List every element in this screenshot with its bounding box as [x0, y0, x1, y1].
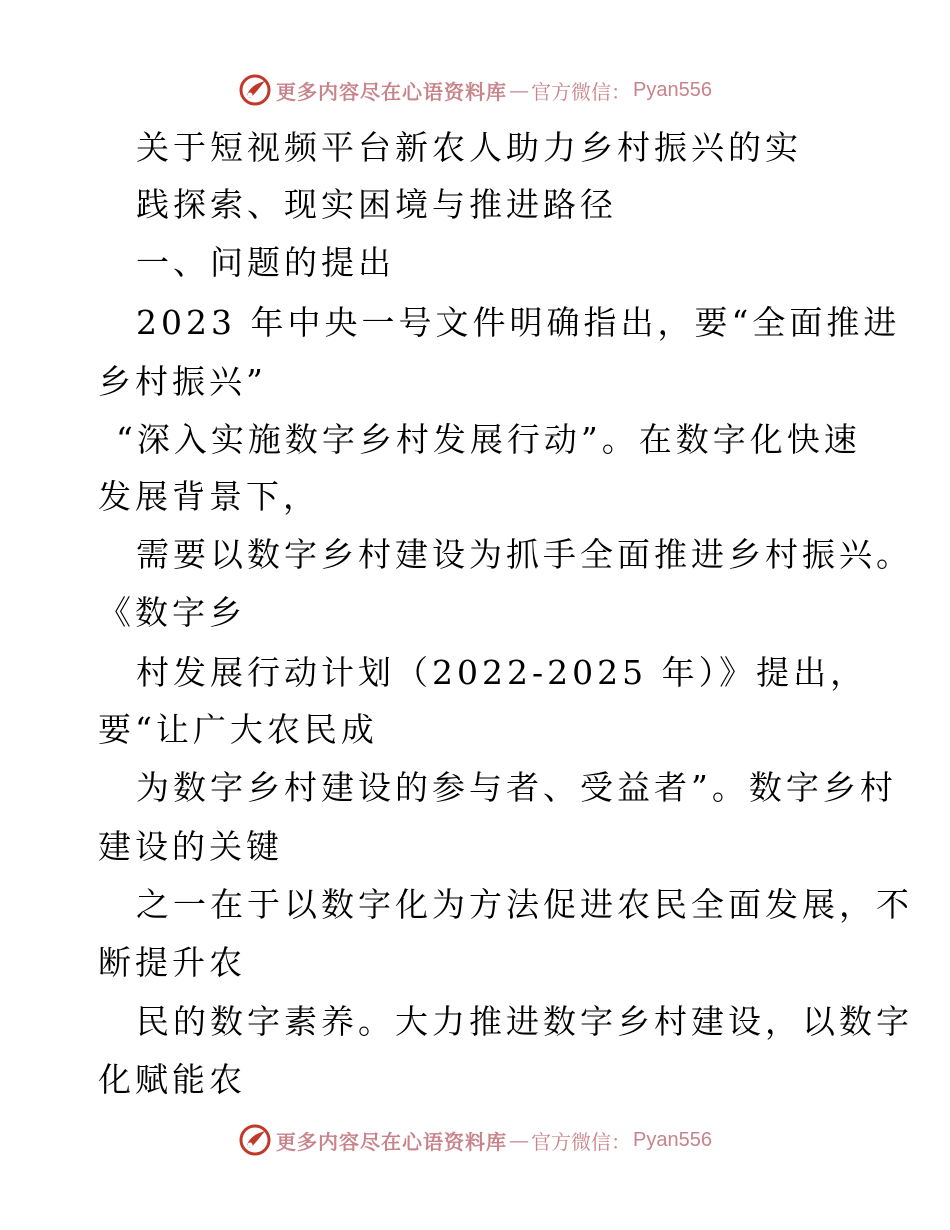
footer-watermark	[0, 1120, 950, 1160]
header-official-label: 官方微信：	[531, 79, 632, 104]
paragraph-line: 之一在于以数字化为方法促进农民全面发展，不	[136, 885, 913, 924]
header-watermark	[0, 70, 950, 110]
footer-brand-text: 更多内容尽在心语资料库	[276, 1129, 508, 1154]
header-brand-text: 更多内容尽在心语资料库	[276, 79, 508, 104]
paragraph-line: 要“让广大农民成	[98, 710, 378, 749]
footer-official-label: 官方微信：	[531, 1129, 632, 1154]
paragraph-line: 乡村振兴”	[98, 362, 267, 401]
paragraph-line: 建设的关键	[98, 827, 283, 866]
title-line-2: 践探索、现实困境与推进路径	[136, 185, 617, 224]
paragraph-line: 需要以数字乡村建设为抓手全面推进乡村振兴。	[136, 535, 913, 574]
title-line-1: 关于短视频平台新农人助力乡村振兴的实	[136, 128, 802, 167]
section-heading: 一、问题的提出	[136, 243, 395, 282]
paragraph-line: 化赋能农	[98, 1060, 246, 1099]
paragraph-line: 民的数字素养。大力推进数字乡村建设，以数字	[136, 1002, 913, 1041]
brand-logo-icon	[238, 73, 272, 107]
paragraph-line: 为数字乡村建设的参与者、受益者”。数字乡村	[136, 768, 897, 807]
paragraph-line: 《数字乡	[98, 593, 246, 632]
paragraph-line: 断提升农	[98, 943, 246, 982]
footer-separator: —	[509, 1128, 530, 1152]
footer-wechat-id: Pyan556	[633, 1128, 712, 1151]
paragraph-line: 2023 年中央一号文件明确指出，要“全面推进	[136, 303, 901, 342]
brand-logo-icon	[238, 1123, 272, 1157]
paragraph-line: 村发展行动计划（2022-2025 年）》提出，	[136, 653, 868, 692]
paragraph-line: “深入实施数字乡村发展行动”。在数字化快速	[116, 420, 861, 459]
paragraph-line: 发展背景下，	[98, 477, 320, 516]
header-wechat-id: Pyan556	[633, 78, 712, 101]
header-separator: —	[509, 78, 530, 102]
